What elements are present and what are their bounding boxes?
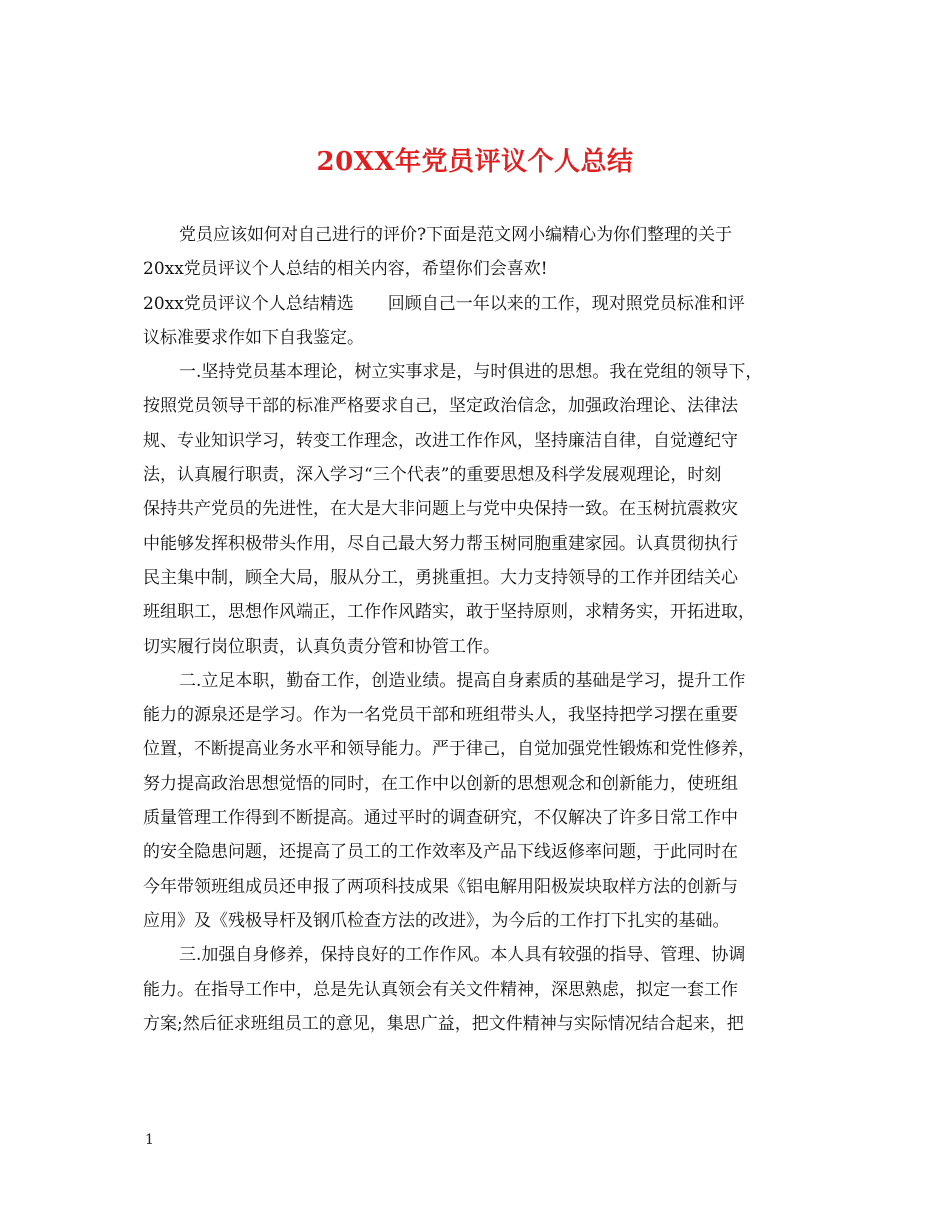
text-line: 位置，不断提高业务水平和领导能力。严于律己，自觉加强党性锻炼和党性修养， [143,739,755,760]
text-line: 按照党员领导干部的标准严格要求自己，坚定政治信念，加强政治理论、法律法 [143,396,738,417]
page-number: 1 [145,1132,154,1148]
text-line: 应用》及《残极导杆及钢爪检查方法的改进》，为今后的工作打下扎实的基础。 [143,910,730,931]
text-line: 切实履行岗位职责，认真负责分管和协管工作。 [143,636,500,657]
text-line: 方案;然后征求班组员工的意见，集思广益，把文件精神与实际情况结合起来，把 [143,1013,744,1034]
text-line: 20xx党员评议个人总结的相关内容，希望你们会喜欢! [143,259,548,280]
text-line: 党员应该如何对自己进行的评价?下面是范文网小编精心为你们整理的关于 [179,225,733,245]
text-line: 的安全隐患问题，还提高了员工的工作效率及产品下线返修率问题，于此同时在 [143,842,738,863]
document-title: 20XX年党员评议个人总结 [316,147,634,177]
text-line: 保持共产党员的先进性，在大是大非问题上与党中央保持一致。在玉树抗震救灾 [143,499,738,520]
text-line: 20xx党员评议个人总结精选 回顾自己一年以来的工作，现对照党员标准和评 [143,293,745,314]
text-line: 三.加强自身修养，保持良好的工作作风。本人具有较强的指导、管理、协调 [179,945,746,966]
text-line: 能力的源泉还是学习。作为一名党员干部和班组带头人，我坚持把学习摆在重要 [143,705,738,726]
text-line: 班组职工，思想作风端正，工作作风踏实，敢于坚持原则，求精务实，开拓进取， [143,602,755,623]
text-line: 努力提高政治思想觉悟的同时，在工作中以创新的思想观念和创新能力，使班组 [143,773,738,794]
text-line: 民主集中制，顾全大局，服从分工，勇挑重担。大力支持领导的工作并团结关心 [143,567,738,588]
text-line: 今年带领班组成员还申报了两项科技成果《铝电解用阳极炭块取样方法的创新与 [143,876,738,897]
text-line: 中能够发挥积极带头作用，尽自己最大努力帮玉树同胞重建家园。认真贯彻执行 [143,533,738,554]
text-line: 一.坚持党员基本理论，树立实事求是，与时俱进的思想。我在党组的领导下， [179,362,763,383]
document-body [143,218,809,1041]
text-line: 规、专业知识学习，转变工作理念，改进工作作风，坚持廉洁自律，自觉遵纪守 [143,430,738,451]
text-line: 二.立足本职，勤奋工作，创造业绩。提高自身素质的基础是学习，提升工作 [179,670,746,691]
text-line: 议标准要求作如下自我鉴定。 [143,327,364,348]
text-line: 能力。在指导工作中，总是先认真领会有关文件精神，深思熟虑，拟定一套工作 [143,979,738,1000]
text-line: 质量管理工作得到不断提高。通过平时的调查研究，不仅解决了许多日常工作中 [143,808,738,829]
text-line: 法，认真履行职责，深入学习“三个代表”的重要思想及科学发展观理论，时刻 [143,465,722,486]
